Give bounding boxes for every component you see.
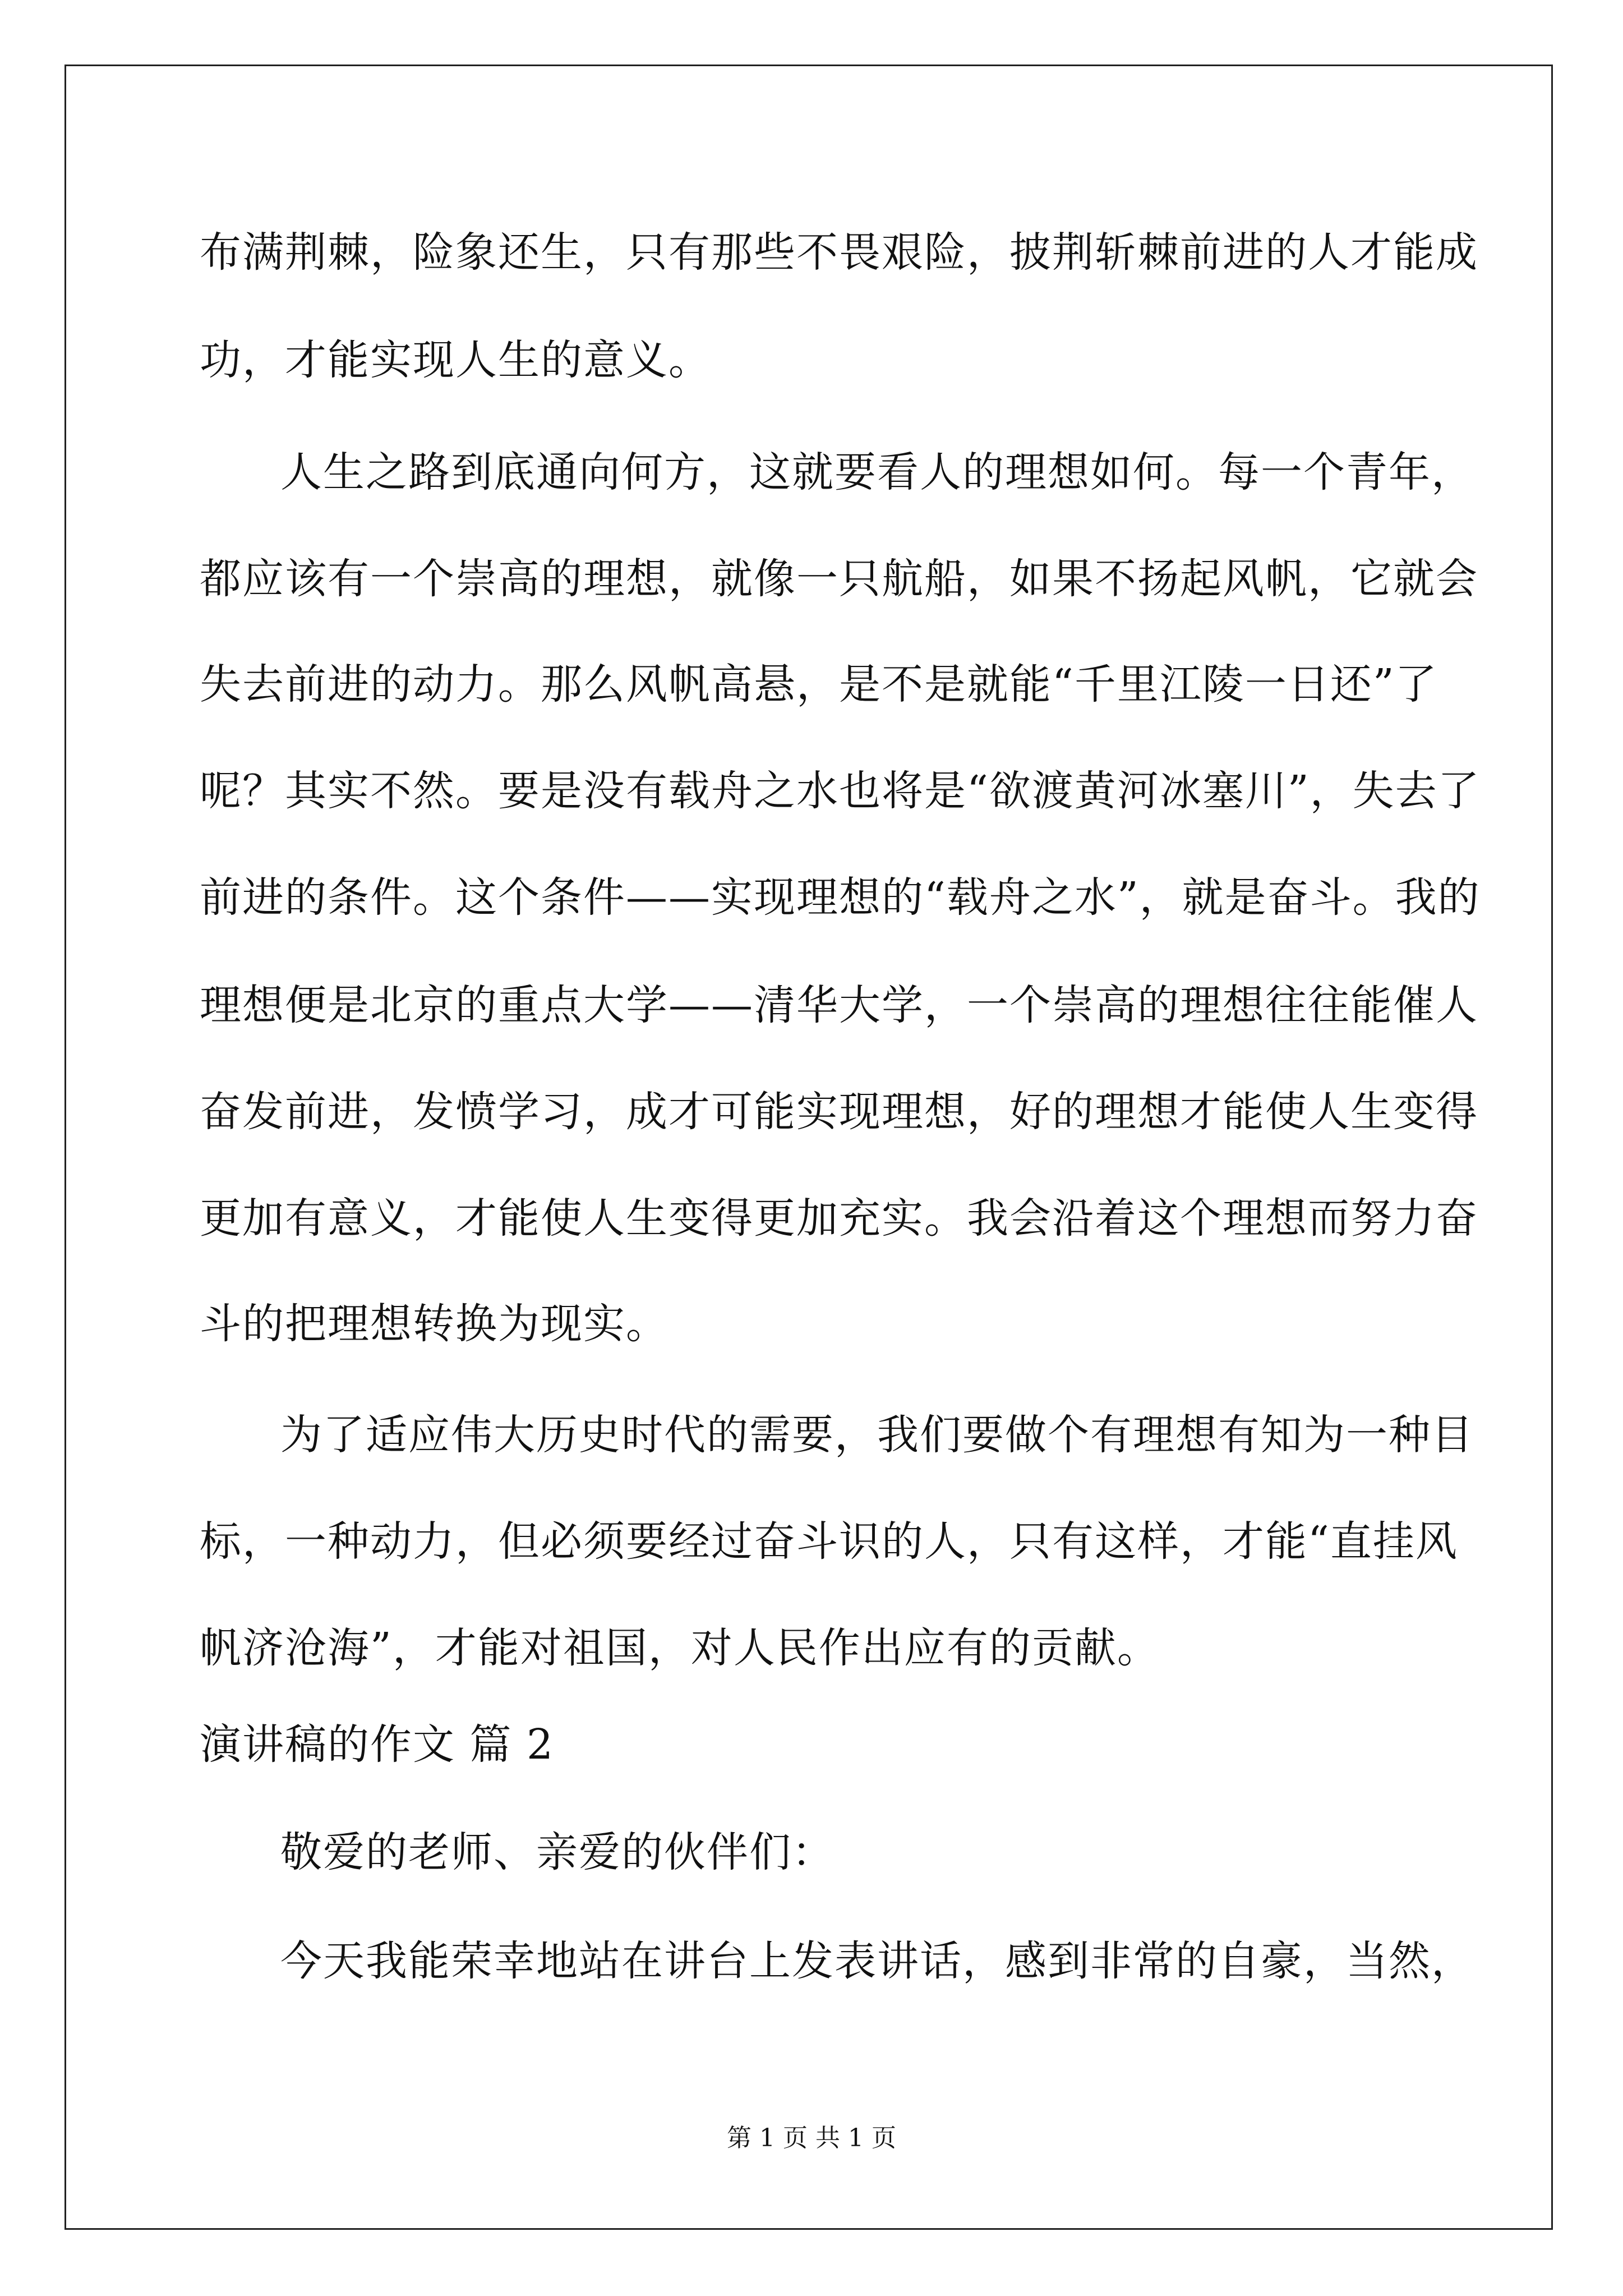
salutation: 敬爱的老师、亲爱的伙伴们： [280, 1828, 834, 1876]
page-border [64, 65, 1553, 2230]
text-line: 今天我能荣幸地站在讲台上发表讲话，感到非常的自豪，当然， [280, 1937, 1474, 1985]
text-line: 奋发前进，发愤学习，成才可能实现理想，好的理想才能使人生变得 [200, 1088, 1478, 1136]
page-footer: 第 1 页 共 1 页 [727, 2124, 896, 2152]
text-line: 都应该有一个崇高的理想，就像一只航船，如果不扬起风帆，它就会 [200, 555, 1478, 603]
text-line: 帆济沧海”，才能对祖国，对人民作出应有的贡献。 [200, 1624, 1160, 1672]
text-line: 为了适应伟大历史时代的需要，我们要做个有理想有知为一种目 [280, 1411, 1474, 1459]
text-line: 失去前进的动力。那么风帆高悬，是不是就能“千里江陵一日还”了 [200, 660, 1438, 708]
text-line: 功，才能实现人生的意义。 [200, 336, 711, 384]
section-heading: 演讲稿的作文 篇 2 [200, 1720, 555, 1769]
text-line: 布满荆棘，险象还生，只有那些不畏艰险，披荆斩棘前进的人才能成 [200, 228, 1478, 277]
text-line: 呢？其实不然。要是没有载舟之水也将是“欲渡黄河冰塞川”，失去了 [200, 767, 1481, 815]
text-line: 斗的把理想转换为现实。 [200, 1300, 668, 1348]
text-line: 前进的条件。这个条件——实现理想的“载舟之水”，就是奋斗。我的 [200, 873, 1481, 922]
text-line: 更加有意义，才能使人生变得更加充实。我会沿着这个理想而努力奋 [200, 1194, 1478, 1243]
text-line: 理想便是北京的重点大学——清华大学，一个崇高的理想往往能催人 [200, 981, 1478, 1029]
text-line: 标，一种动力，但必须要经过奋斗识的人，只有这样，才能“直挂风 [200, 1517, 1458, 1566]
text-line: 人生之路到底通向何方，这就要看人的理想如何。每一个青年， [280, 448, 1474, 496]
